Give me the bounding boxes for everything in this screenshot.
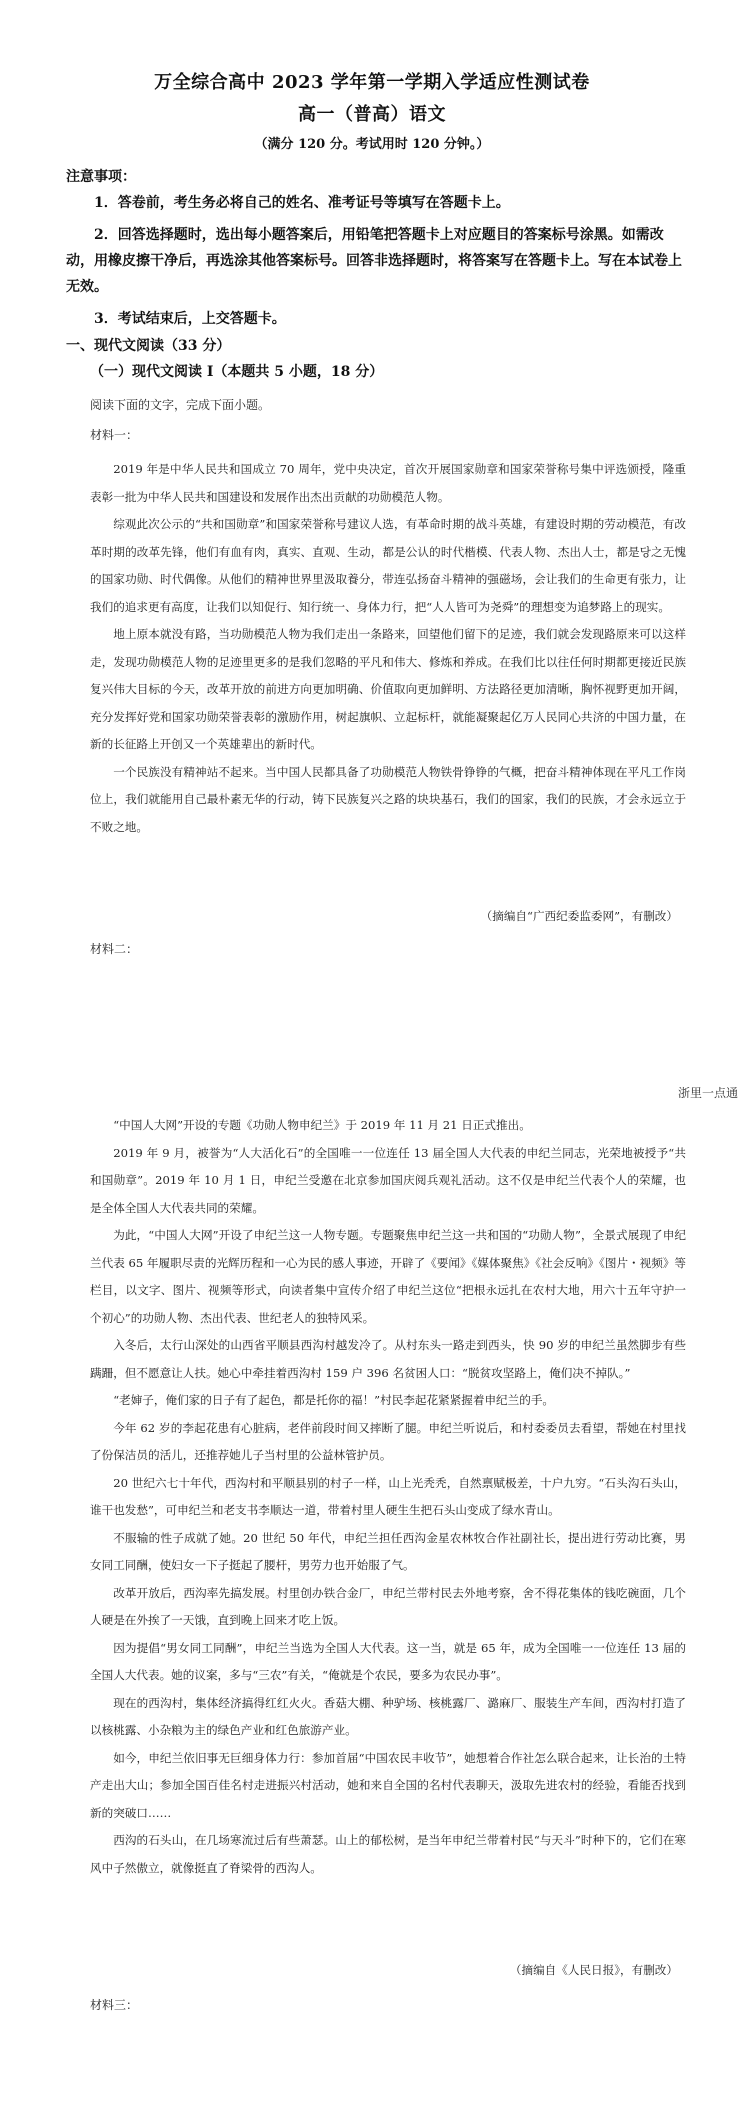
paragraph: 2019 年是中华人民共和国成立 70 周年，党中央决定，首次开展国家勋章和国家荣誉称号集中评选颁授，隆重表彰一批为中华人民共和国建设和发展作出杰出贡献的功勋模范人物。: [90, 462, 686, 504]
material-2-source: （摘编自《人民日报》，有删改）: [509, 1963, 678, 1977]
material-1-source: （摘编自“广西纪委监委网”，有删改）: [480, 909, 678, 923]
material-1-label: 材料一：: [90, 428, 139, 442]
material-2-label: 材料二：: [90, 942, 139, 956]
notice-item-1: 1．答卷前，考生务必将自己的姓名、准考证号等填写在答题卡上。: [94, 195, 510, 211]
paragraph: 2019 年 9 月，被誉为“人大活化石”的全国唯一一位连任 13 届全国人大代表的申纪兰同志，光荣地被授予“共和国勋章”。2019 年 10 月 1 日，申纪兰受邀在北京参加国庆阅兵观礼活动。这不仅是申纪兰代表个人的荣耀，也是全体全国人大代表共同的荣耀。: [90, 1145, 686, 1215]
paragraph: 为此，“中国人大网”开设了申纪兰这一人物专题。专题聚焦申纪兰这一共和国的“功勋人物”，全景式展现了申纪兰代表 65 年履职尽责的光辉历程和一心为民的感人事迹，开辟了《要闻》《媒体聚焦》《社会反响》《图片・视频》等栏目，以文字、图片、视频等形式，向读者集中宣传介绍了申纪兰这位“把根永远扎在农村大地，用六十五年守护一个初心”的功勋人物、杰出代表、世纪老人的独特风采。: [90, 1228, 687, 1325]
paragraph: 20 世纪六七十年代，西沟村和平顺县别的村子一样，山上光秃秃，自然禀赋极差，十户九穷。“石头沟石头山，谁干也发愁”，可申纪兰和老支书李顺达一道，带着村里人硬生生把石头山变成了绿水青山。: [90, 1475, 686, 1517]
exam-title: 万全综合高中 2023 学年第一学期入学适应性测试卷: [154, 72, 590, 93]
notice-item-3: 3．考试结束后，上交答题卡。: [94, 311, 286, 327]
material-1-body: [90, 456, 686, 841]
section-heading: 一、现代文阅读（33 分）: [66, 338, 231, 354]
exam-subtitle: 高一（普高）语文: [298, 104, 446, 125]
exam-note: （满分 120 分。考试用时 120 分钟。）: [254, 137, 490, 152]
watermark-text: 浙里一点通: [677, 1086, 738, 1100]
notice-heading: 注意事项：: [66, 169, 136, 185]
paragraph: 现在的西沟村，集体经济搞得红红火火。香菇大棚、种驴场、核桃露厂、潞麻厂、服装生产车间，西沟村打造了以核桃露、小杂粮为主的绿色产业和红色旅游产业。: [90, 1695, 686, 1737]
instruction: 阅读下面的文字，完成下面小题。: [90, 398, 271, 412]
paragraph: 西沟的石头山，在几场寒流过后有些萧瑟。山上的郁松树，是当年申纪兰带着村民“与天斗”时种下的，它们在寒风中子然傲立，就像挺直了脊梁骨的西沟人。: [90, 1833, 686, 1875]
paragraph: 今年 62 岁的李起花患有心脏病，老伴前段时间又摔断了腿。申纪兰听说后，和村委委员去看望，帮她在村里找了份保洁员的活儿，还推荐她儿子当村里的公益林管护员。: [90, 1420, 686, 1462]
paragraph: “中国人大网”开设的专题《功勋人物申纪兰》于 2019 年 11 月 21 日正式推出。: [113, 1118, 531, 1132]
paragraph: 综观此次公示的“共和国勋章”和国家荣誉称号建议人选，有革命时期的战斗英雄，有建设时期的劳动模范，有改革时期的改革先锋，他们有血有肉，真实、直观、生动，都是公认的时代楷模、代表人物、杰出人士，都是당之无愧的国家功勋、时代偶像。从他们的精神世界里汲取養分，带连弘扬奋斗精神的强磁场，会让我们的生命更有张力，让我们的追求更有高度，让我们以知促行、知行统一、身体力行，把“人人皆可为尧舜”的理想变为追梦路上的现实。: [90, 517, 686, 614]
paragraph: 一个民族没有精神站不起来。当中国人民都具备了功勋模范人物铁骨铮铮的气概，把奋斗精神体现在平凡工作岗位上，我们就能用自己最朴素无华的行动，铸下民族复兴之路的块块基石，我们的国家，我们的民族，才会永远立于不败之地。: [90, 764, 686, 834]
paragraph: 因为提倡“男女同工同酬”，申纪兰当选为全国人大代表。这一当，就是 65 年，成为全国唯一一位连任 13 届的全国人大代表。她的议案，多与“三农”有关，“俺就是个农民，要多为农民办事”。: [90, 1640, 686, 1682]
material-2-body: [90, 1112, 686, 1882]
paragraph: 地上原本就没有路，当功勋模范人物为我们走出一条路来，回望他们留下的足迹，我们就会发现路原来可以这样走，发现功勋模范人物的足迹里更多的是我们忽略的平凡和伟大、修炼和养成。在我们比以往任何时期都更接近民族复兴伟大目标的今天，改革开放的前进方向更加明确、价值取向更加鲜明、方法路径更加清晰，胸怀视野更加开阔，充分发挥好党和国家功勋荣誉表彰的激励作用，树起旗帜、立起标杆，就能凝聚起亿万人民同心共济的中国力量，在新的长征路上开创又一个英雄辈出的新时代。: [90, 627, 686, 751]
paragraph: 改革开放后，西沟率先搞发展。村里创办铁合金厂，申纪兰带村民去外地考察，舍不得花集体的钱吃碗面，几个人硬是在外挨了一天饿，直到晚上回来才吃上饭。: [90, 1585, 686, 1627]
notice-item-2: 2．回答选择题时，选出每小题答案后，用铅笔把答题卡上对应题目的答案标号涂黑。如需改动，用橡皮擦干净后，再选涂其他答案标号。回答非选择题时，将答案写在答题卡上。写在本试卷上无效。: [66, 227, 682, 295]
paragraph: “老婶子，俺们家的日子有了起色，都是托你的福！”村民李起花紧紧握着申纪兰的手。: [113, 1393, 555, 1407]
material-3-label: 材料三：: [90, 1998, 139, 2012]
paragraph: 入冬后，太行山深处的山西省平顺县西沟村越发冷了。从村东头一路走到西头，快 90 岁的申纪兰虽然脚步有些蹒跚，但不愿意让人扶。她心中牵挂着西沟村 159 户 396 名贫困人口：“脱贫攻坚路上，俺们决不掉队。”: [90, 1338, 686, 1380]
subsection-heading: （一）现代文阅读 I（本题共 5 小题，18 分）: [90, 364, 384, 380]
paragraph: 如今，申纪兰依旧事无巨细身体力行：参加首届“中国农民丰收节”，她想着合作社怎么联合起来，让长治的土特产走出大山；参加全国百佳名村走进振兴村活动，她和来自全国的名村代表聊天，汲取先进农村的经验，看能否找到新的突破口……: [90, 1750, 686, 1820]
paragraph: 不服输的性子成就了她。20 世纪 50 年代，申纪兰担任西沟金星农林牧合作社副社长，提出进行劳动比赛，男女同工同酬，使妇女一下子挺起了腰杆，男劳力也开始服了气。: [90, 1530, 686, 1572]
